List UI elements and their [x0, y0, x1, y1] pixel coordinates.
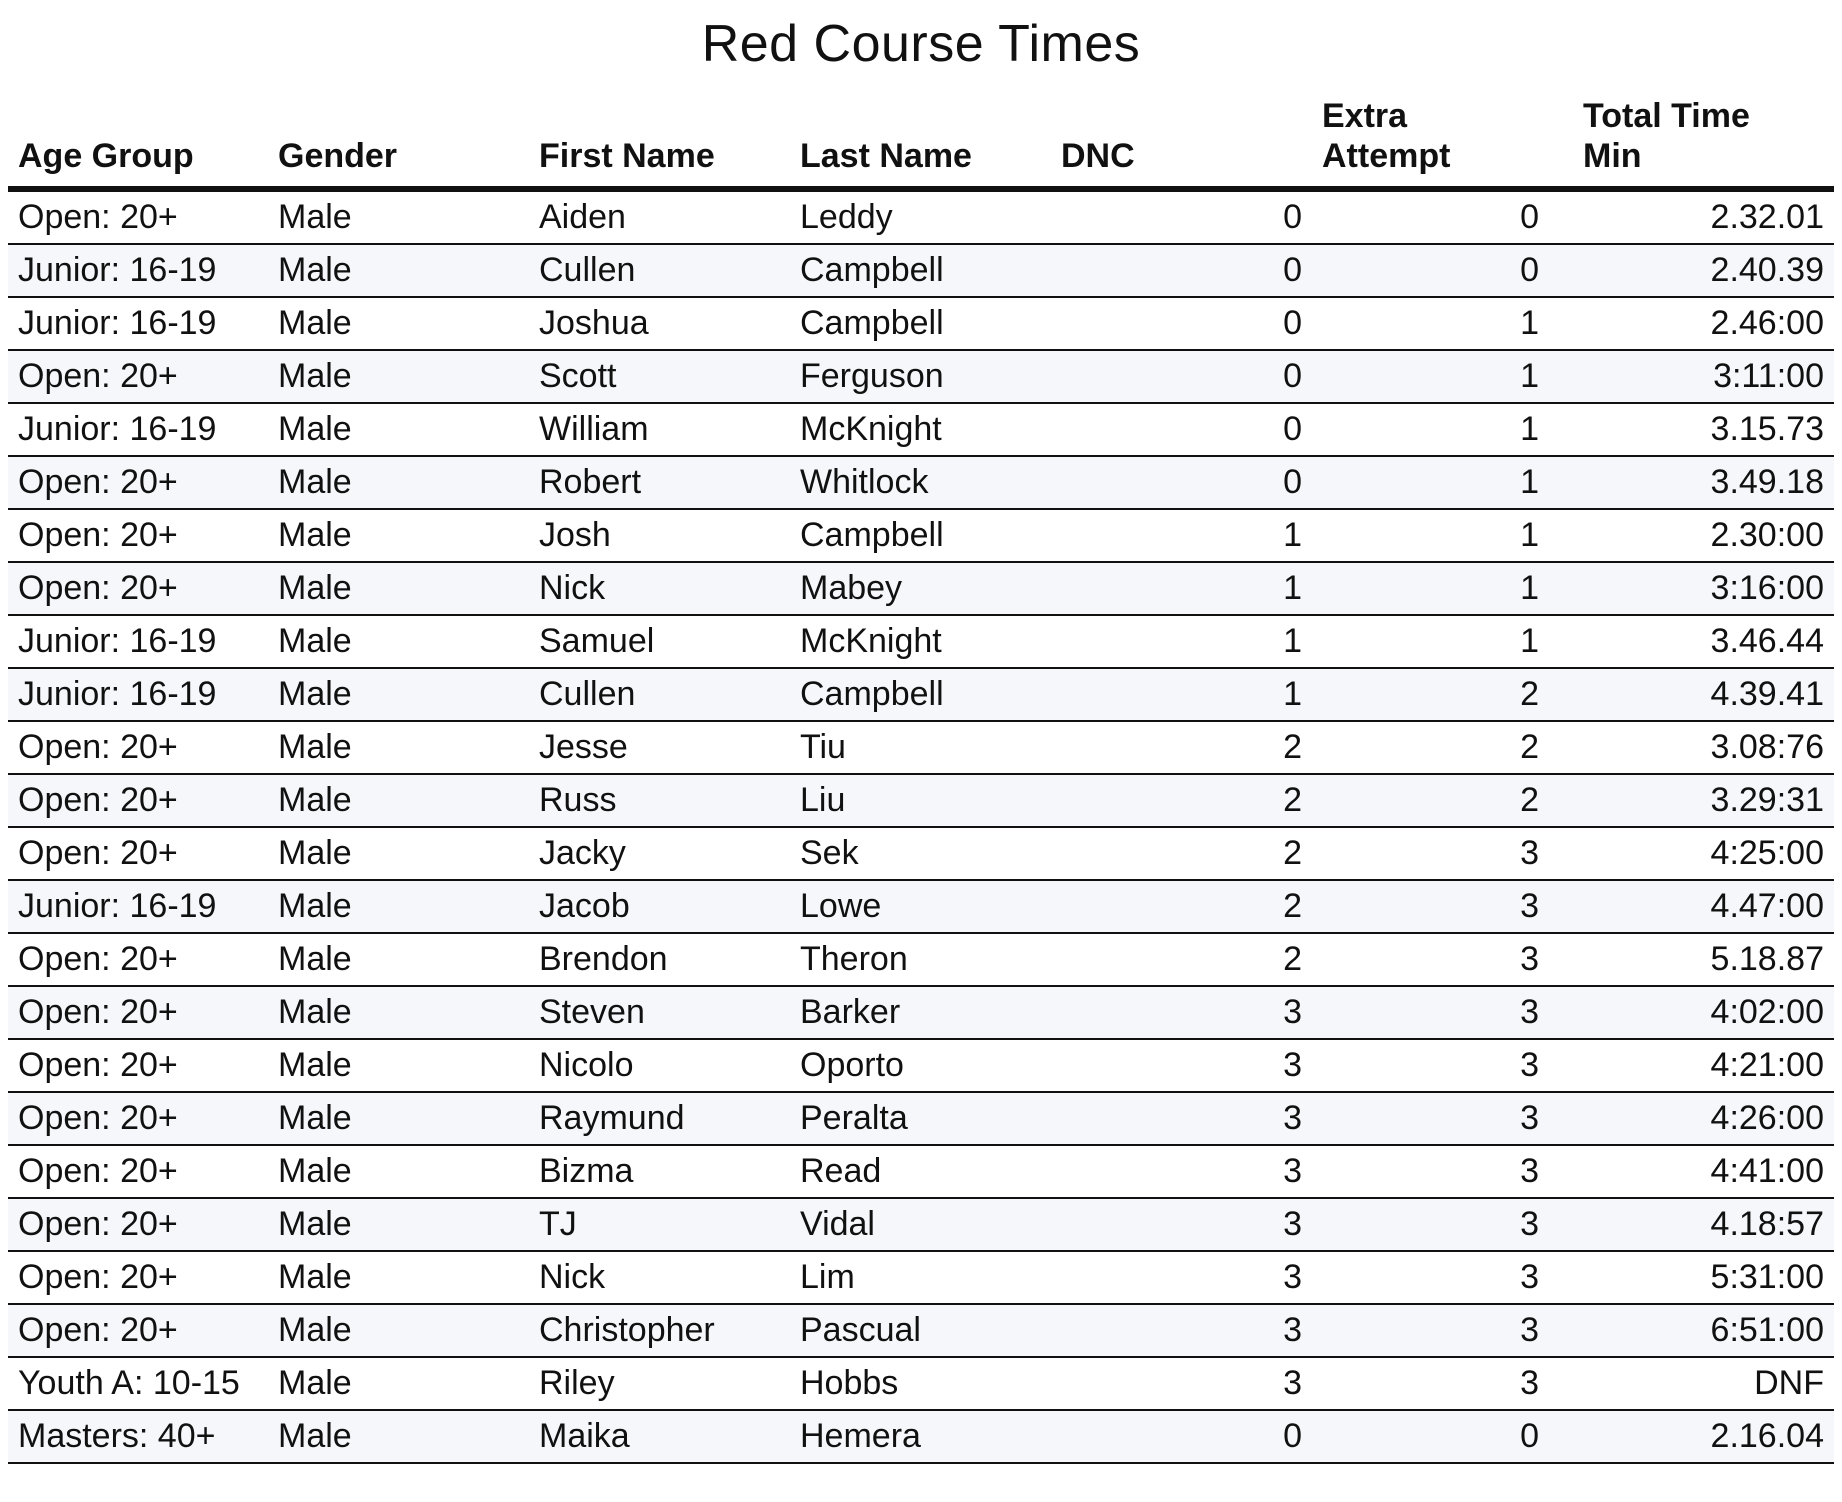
cell-dnc: 1 [1051, 668, 1312, 721]
table-row [8, 1357, 1834, 1410]
cell-total-time: 3.29:31 [1573, 774, 1834, 827]
cell-age-group: Masters: 40+ [8, 1410, 268, 1463]
cell-dnc: 3 [1051, 1251, 1312, 1304]
table-row [8, 1410, 1834, 1463]
cell-extra-attempt: 3 [1312, 986, 1573, 1039]
cell-last-name: Vidal [790, 1198, 1051, 1251]
header-age-group: Age Group [8, 86, 268, 189]
cell-age-group: Open: 20+ [8, 1304, 268, 1357]
cell-extra-attempt: 3 [1312, 1039, 1573, 1092]
cell-first-name: Christopher [529, 1304, 790, 1357]
table-row [8, 1145, 1834, 1198]
cell-first-name: Cullen [529, 668, 790, 721]
cell-extra-attempt: 2 [1312, 774, 1573, 827]
cell-total-time: 3.08:76 [1573, 721, 1834, 774]
cell-gender: Male [268, 1039, 529, 1092]
cell-first-name: Brendon [529, 933, 790, 986]
cell-gender: Male [268, 880, 529, 933]
cell-dnc: 3 [1051, 1198, 1312, 1251]
cell-age-group: Open: 20+ [8, 562, 268, 615]
cell-age-group: Open: 20+ [8, 774, 268, 827]
cell-age-group: Junior: 16-19 [8, 403, 268, 456]
cell-gender: Male [268, 297, 529, 350]
cell-gender: Male [268, 1251, 529, 1304]
cell-total-time: 3:11:00 [1573, 350, 1834, 403]
cell-last-name: Sek [790, 827, 1051, 880]
cell-gender: Male [268, 1304, 529, 1357]
cell-extra-attempt: 1 [1312, 562, 1573, 615]
cell-extra-attempt: 3 [1312, 1304, 1573, 1357]
table-body [8, 189, 1834, 1463]
table-row [8, 1304, 1834, 1357]
table-row [8, 986, 1834, 1039]
cell-first-name: Bizma [529, 1145, 790, 1198]
cell-extra-attempt: 1 [1312, 509, 1573, 562]
cell-last-name: Tiu [790, 721, 1051, 774]
cell-dnc: 3 [1051, 1145, 1312, 1198]
cell-dnc: 1 [1051, 615, 1312, 668]
table-row [8, 774, 1834, 827]
cell-first-name: William [529, 403, 790, 456]
cell-extra-attempt: 0 [1312, 244, 1573, 297]
table-row [8, 1039, 1834, 1092]
cell-total-time: DNF [1573, 1357, 1834, 1410]
cell-dnc: 2 [1051, 721, 1312, 774]
cell-age-group: Open: 20+ [8, 1198, 268, 1251]
cell-total-time: 2.46:00 [1573, 297, 1834, 350]
table-row [8, 880, 1834, 933]
cell-extra-attempt: 3 [1312, 827, 1573, 880]
results-table [8, 86, 1834, 1464]
cell-age-group: Open: 20+ [8, 189, 268, 244]
page-title: Red Course Times [701, 15, 1141, 73]
cell-first-name: Steven [529, 986, 790, 1039]
cell-dnc: 3 [1051, 1092, 1312, 1145]
header-extra-attempt-line1: Extra [1322, 97, 1408, 135]
cell-last-name: Mabey [790, 562, 1051, 615]
cell-total-time: 2.40.39 [1573, 244, 1834, 297]
cell-last-name: Campbell [790, 509, 1051, 562]
cell-total-time: 4:41:00 [1573, 1145, 1834, 1198]
cell-first-name: Jacky [529, 827, 790, 880]
cell-extra-attempt: 0 [1312, 189, 1573, 244]
cell-extra-attempt: 3 [1312, 880, 1573, 933]
cell-first-name: Aiden [529, 189, 790, 244]
cell-age-group: Junior: 16-19 [8, 244, 268, 297]
cell-gender: Male [268, 986, 529, 1039]
cell-age-group: Open: 20+ [8, 721, 268, 774]
cell-dnc: 2 [1051, 880, 1312, 933]
cell-age-group: Open: 20+ [8, 827, 268, 880]
cell-age-group: Open: 20+ [8, 1145, 268, 1198]
table-row [8, 297, 1834, 350]
cell-dnc: 3 [1051, 1304, 1312, 1357]
cell-extra-attempt: 3 [1312, 1251, 1573, 1304]
cell-dnc: 0 [1051, 1410, 1312, 1463]
table-row [8, 668, 1834, 721]
table-row [8, 1092, 1834, 1145]
cell-age-group: Junior: 16-19 [8, 297, 268, 350]
table-row [8, 509, 1834, 562]
cell-last-name: McKnight [790, 615, 1051, 668]
cell-gender: Male [268, 1410, 529, 1463]
cell-total-time: 3:16:00 [1573, 562, 1834, 615]
table-row [8, 827, 1834, 880]
cell-first-name: Raymund [529, 1092, 790, 1145]
cell-last-name: Campbell [790, 668, 1051, 721]
cell-last-name: Hobbs [790, 1357, 1051, 1410]
header-first-name: First Name [529, 86, 790, 189]
cell-dnc: 2 [1051, 933, 1312, 986]
cell-last-name: Campbell [790, 297, 1051, 350]
cell-total-time: 3.49.18 [1573, 456, 1834, 509]
cell-total-time: 2.16.04 [1573, 1410, 1834, 1463]
cell-total-time: 4:26:00 [1573, 1092, 1834, 1145]
table-row [8, 189, 1834, 244]
cell-gender: Male [268, 1145, 529, 1198]
header-total-time [1573, 86, 1834, 189]
cell-total-time: 4:25:00 [1573, 827, 1834, 880]
cell-gender: Male [268, 615, 529, 668]
cell-first-name: Josh [529, 509, 790, 562]
cell-age-group: Open: 20+ [8, 933, 268, 986]
cell-gender: Male [268, 562, 529, 615]
header-total-time-line2: Min [1583, 137, 1642, 175]
cell-gender: Male [268, 668, 529, 721]
cell-total-time: 5:31:00 [1573, 1251, 1834, 1304]
cell-first-name: Cullen [529, 244, 790, 297]
cell-extra-attempt: 3 [1312, 1145, 1573, 1198]
cell-age-group: Open: 20+ [8, 456, 268, 509]
cell-age-group: Open: 20+ [8, 986, 268, 1039]
cell-first-name: Robert [529, 456, 790, 509]
cell-gender: Male [268, 244, 529, 297]
table-row [8, 403, 1834, 456]
cell-extra-attempt: 3 [1312, 933, 1573, 986]
cell-last-name: Pascual [790, 1304, 1051, 1357]
table-row [8, 562, 1834, 615]
cell-first-name: Riley [529, 1357, 790, 1410]
cell-first-name: TJ [529, 1198, 790, 1251]
cell-dnc: 3 [1051, 1039, 1312, 1092]
table-row [8, 1251, 1834, 1304]
cell-first-name: Samuel [529, 615, 790, 668]
header-extra-attempt [1312, 86, 1573, 189]
cell-dnc: 0 [1051, 244, 1312, 297]
header-row [8, 86, 1834, 189]
header-dnc: DNC [1051, 86, 1312, 189]
cell-age-group: Open: 20+ [8, 1092, 268, 1145]
table-row [8, 244, 1834, 297]
cell-total-time: 6:51:00 [1573, 1304, 1834, 1357]
cell-last-name: Read [790, 1145, 1051, 1198]
cell-gender: Male [268, 350, 529, 403]
cell-extra-attempt: 0 [1312, 1410, 1573, 1463]
cell-dnc: 3 [1051, 1357, 1312, 1410]
cell-last-name: Ferguson [790, 350, 1051, 403]
cell-gender: Male [268, 1198, 529, 1251]
cell-first-name: Russ [529, 774, 790, 827]
table-row [8, 933, 1834, 986]
cell-total-time: 3.46.44 [1573, 615, 1834, 668]
cell-gender: Male [268, 827, 529, 880]
cell-gender: Male [268, 721, 529, 774]
cell-dnc: 1 [1051, 562, 1312, 615]
cell-total-time: 4:21:00 [1573, 1039, 1834, 1092]
cell-dnc: 0 [1051, 297, 1312, 350]
cell-first-name: Nick [529, 1251, 790, 1304]
cell-extra-attempt: 3 [1312, 1092, 1573, 1145]
cell-extra-attempt: 1 [1312, 403, 1573, 456]
cell-gender: Male [268, 456, 529, 509]
cell-dnc: 1 [1051, 509, 1312, 562]
cell-total-time: 4.18:57 [1573, 1198, 1834, 1251]
cell-dnc: 0 [1051, 456, 1312, 509]
cell-extra-attempt: 1 [1312, 350, 1573, 403]
cell-total-time: 2.30:00 [1573, 509, 1834, 562]
cell-gender: Male [268, 403, 529, 456]
cell-age-group: Junior: 16-19 [8, 615, 268, 668]
table-row [8, 1198, 1834, 1251]
header-total-time-line1: Total Time [1583, 97, 1750, 135]
cell-age-group: Junior: 16-19 [8, 668, 268, 721]
cell-last-name: Hemera [790, 1410, 1051, 1463]
cell-gender: Male [268, 189, 529, 244]
cell-gender: Male [268, 1092, 529, 1145]
cell-last-name: McKnight [790, 403, 1051, 456]
cell-last-name: Whitlock [790, 456, 1051, 509]
cell-total-time: 4.47:00 [1573, 880, 1834, 933]
cell-last-name: Leddy [790, 189, 1051, 244]
cell-dnc: 2 [1051, 774, 1312, 827]
cell-gender: Male [268, 774, 529, 827]
header-last-name: Last Name [790, 86, 1051, 189]
table-header [8, 86, 1834, 189]
cell-age-group: Open: 20+ [8, 1039, 268, 1092]
cell-age-group: Open: 20+ [8, 350, 268, 403]
cell-dnc: 2 [1051, 827, 1312, 880]
cell-last-name: Lim [790, 1251, 1051, 1304]
cell-dnc: 0 [1051, 403, 1312, 456]
cell-first-name: Jacob [529, 880, 790, 933]
header-gender: Gender [268, 86, 529, 189]
cell-total-time: 4.39.41 [1573, 668, 1834, 721]
cell-age-group: Open: 20+ [8, 509, 268, 562]
cell-last-name: Barker [790, 986, 1051, 1039]
table-row [8, 615, 1834, 668]
cell-last-name: Oporto [790, 1039, 1051, 1092]
cell-extra-attempt: 1 [1312, 297, 1573, 350]
cell-extra-attempt: 2 [1312, 668, 1573, 721]
cell-last-name: Liu [790, 774, 1051, 827]
cell-dnc: 0 [1051, 189, 1312, 244]
cell-last-name: Campbell [790, 244, 1051, 297]
cell-first-name: Nicolo [529, 1039, 790, 1092]
cell-age-group: Open: 20+ [8, 1251, 268, 1304]
cell-last-name: Lowe [790, 880, 1051, 933]
cell-first-name: Nick [529, 562, 790, 615]
header-extra-attempt-line2: Attempt [1322, 137, 1451, 175]
cell-first-name: Scott [529, 350, 790, 403]
cell-total-time: 4:02:00 [1573, 986, 1834, 1039]
cell-extra-attempt: 1 [1312, 456, 1573, 509]
cell-last-name: Peralta [790, 1092, 1051, 1145]
cell-first-name: Jesse [529, 721, 790, 774]
table-row [8, 721, 1834, 774]
cell-total-time: 3.15.73 [1573, 403, 1834, 456]
cell-gender: Male [268, 1357, 529, 1410]
cell-gender: Male [268, 933, 529, 986]
cell-last-name: Theron [790, 933, 1051, 986]
cell-extra-attempt: 3 [1312, 1357, 1573, 1410]
cell-age-group: Junior: 16-19 [8, 880, 268, 933]
cell-extra-attempt: 1 [1312, 615, 1573, 668]
cell-dnc: 0 [1051, 350, 1312, 403]
cell-dnc: 3 [1051, 986, 1312, 1039]
cell-extra-attempt: 2 [1312, 721, 1573, 774]
cell-gender: Male [268, 509, 529, 562]
table-row [8, 350, 1834, 403]
cell-first-name: Maika [529, 1410, 790, 1463]
cell-total-time: 5.18.87 [1573, 933, 1834, 986]
cell-extra-attempt: 3 [1312, 1198, 1573, 1251]
cell-total-time: 2.32.01 [1573, 189, 1834, 244]
cell-first-name: Joshua [529, 297, 790, 350]
cell-age-group: Youth A: 10-15 [8, 1357, 268, 1410]
table-row [8, 456, 1834, 509]
